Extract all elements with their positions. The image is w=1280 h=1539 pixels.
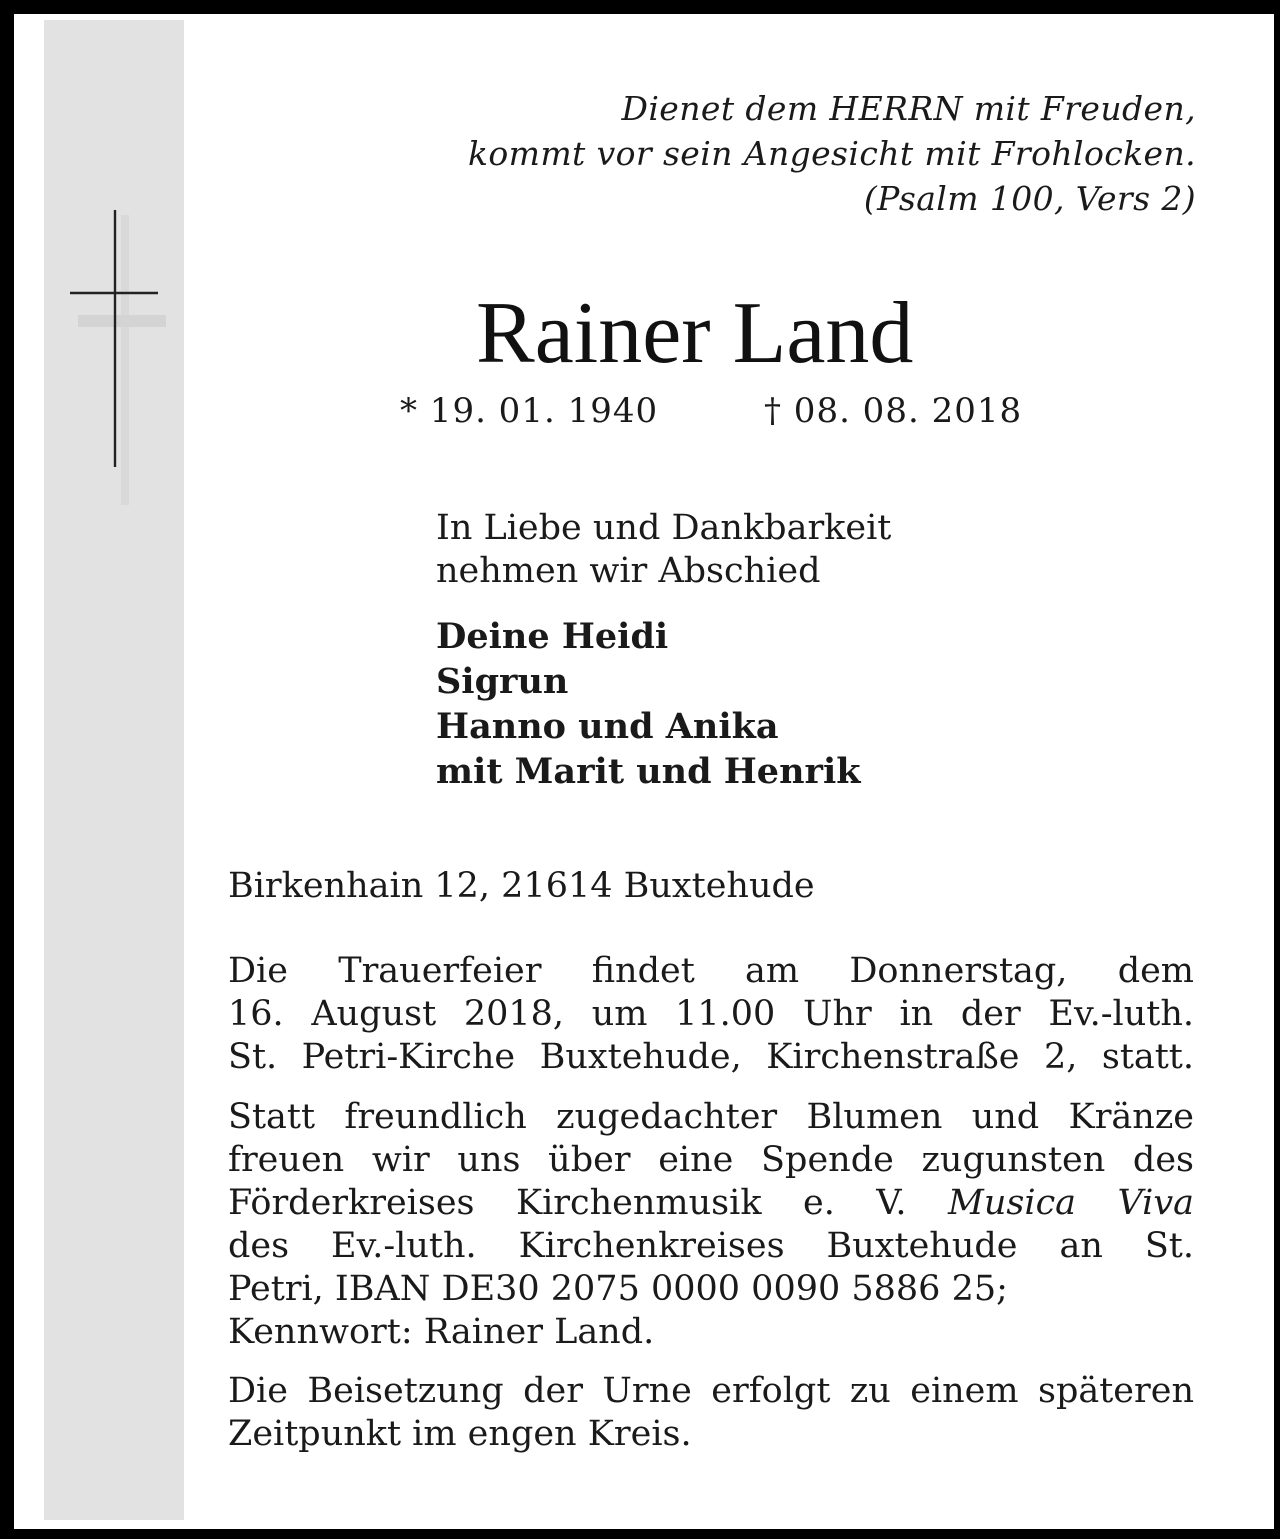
address: Birkenhain 12, 21614 Buxtehude bbox=[228, 866, 815, 906]
death-date: † 08. 08. 2018 bbox=[764, 391, 1023, 431]
donation-text: Förderkreises Kirchenmusik e. V. bbox=[228, 1183, 907, 1223]
service-line: 16. August 2018, um 11.00 Uhr in der Ev.-luth. bbox=[228, 994, 1194, 1034]
iban-line: Petri, IBAN DE30 2075 0000 0090 5886 25; bbox=[228, 1269, 1008, 1309]
deceased-name: Rainer Land bbox=[476, 285, 914, 382]
keyword-line: Kennwort: Rainer Land. bbox=[228, 1312, 655, 1352]
burial-paragraph bbox=[228, 1370, 1194, 1456]
musica-viva-name: Musica Viva bbox=[948, 1183, 1194, 1223]
donation-line: des Ev.-luth. Kirchenkreises Buxtehude an St. bbox=[228, 1226, 1194, 1266]
donation-line: freuen wir uns über eine Spende zugunsten des bbox=[228, 1140, 1194, 1180]
farewell-line-2: nehmen wir Abschied bbox=[436, 551, 821, 591]
donation-paragraph bbox=[228, 1096, 1194, 1354]
donation-line bbox=[228, 1182, 1194, 1225]
family-member: Deine Heidi bbox=[436, 616, 669, 657]
family-member: mit Marit und Henrik bbox=[436, 751, 861, 792]
family-member: Sigrun bbox=[436, 661, 569, 702]
burial-line: Zeitpunkt im engen Kreis. bbox=[228, 1414, 692, 1454]
psalm-line-1: Dienet dem HERRN mit Freuden, bbox=[621, 89, 1196, 128]
cross-icon bbox=[66, 205, 166, 505]
psalm-reference: (Psalm 100, Vers 2) bbox=[863, 179, 1196, 218]
farewell-line-1: In Liebe und Dankbarkeit bbox=[436, 508, 892, 548]
service-paragraph bbox=[228, 950, 1194, 1079]
psalm-line-2: kommt vor sein Angesicht mit Frohlocken. bbox=[467, 134, 1196, 173]
farewell-text bbox=[436, 507, 891, 593]
service-line: St. Petri-Kirche Buxtehude, Kirchenstraße 2, statt. bbox=[228, 1037, 1194, 1077]
psalm-quote bbox=[468, 86, 1196, 221]
birth-date: * 19. 01. 1940 bbox=[400, 391, 659, 431]
donation-line: Statt freundlich zugedachter Blumen und Kränze bbox=[228, 1097, 1194, 1137]
burial-line: Die Beisetzung der Urne erfolgt zu einem späteren bbox=[228, 1371, 1194, 1411]
family-list bbox=[436, 614, 861, 794]
family-member: Hanno und Anika bbox=[436, 706, 779, 747]
service-line: Die Trauerfeier findet am Donnerstag, dem bbox=[228, 951, 1194, 991]
